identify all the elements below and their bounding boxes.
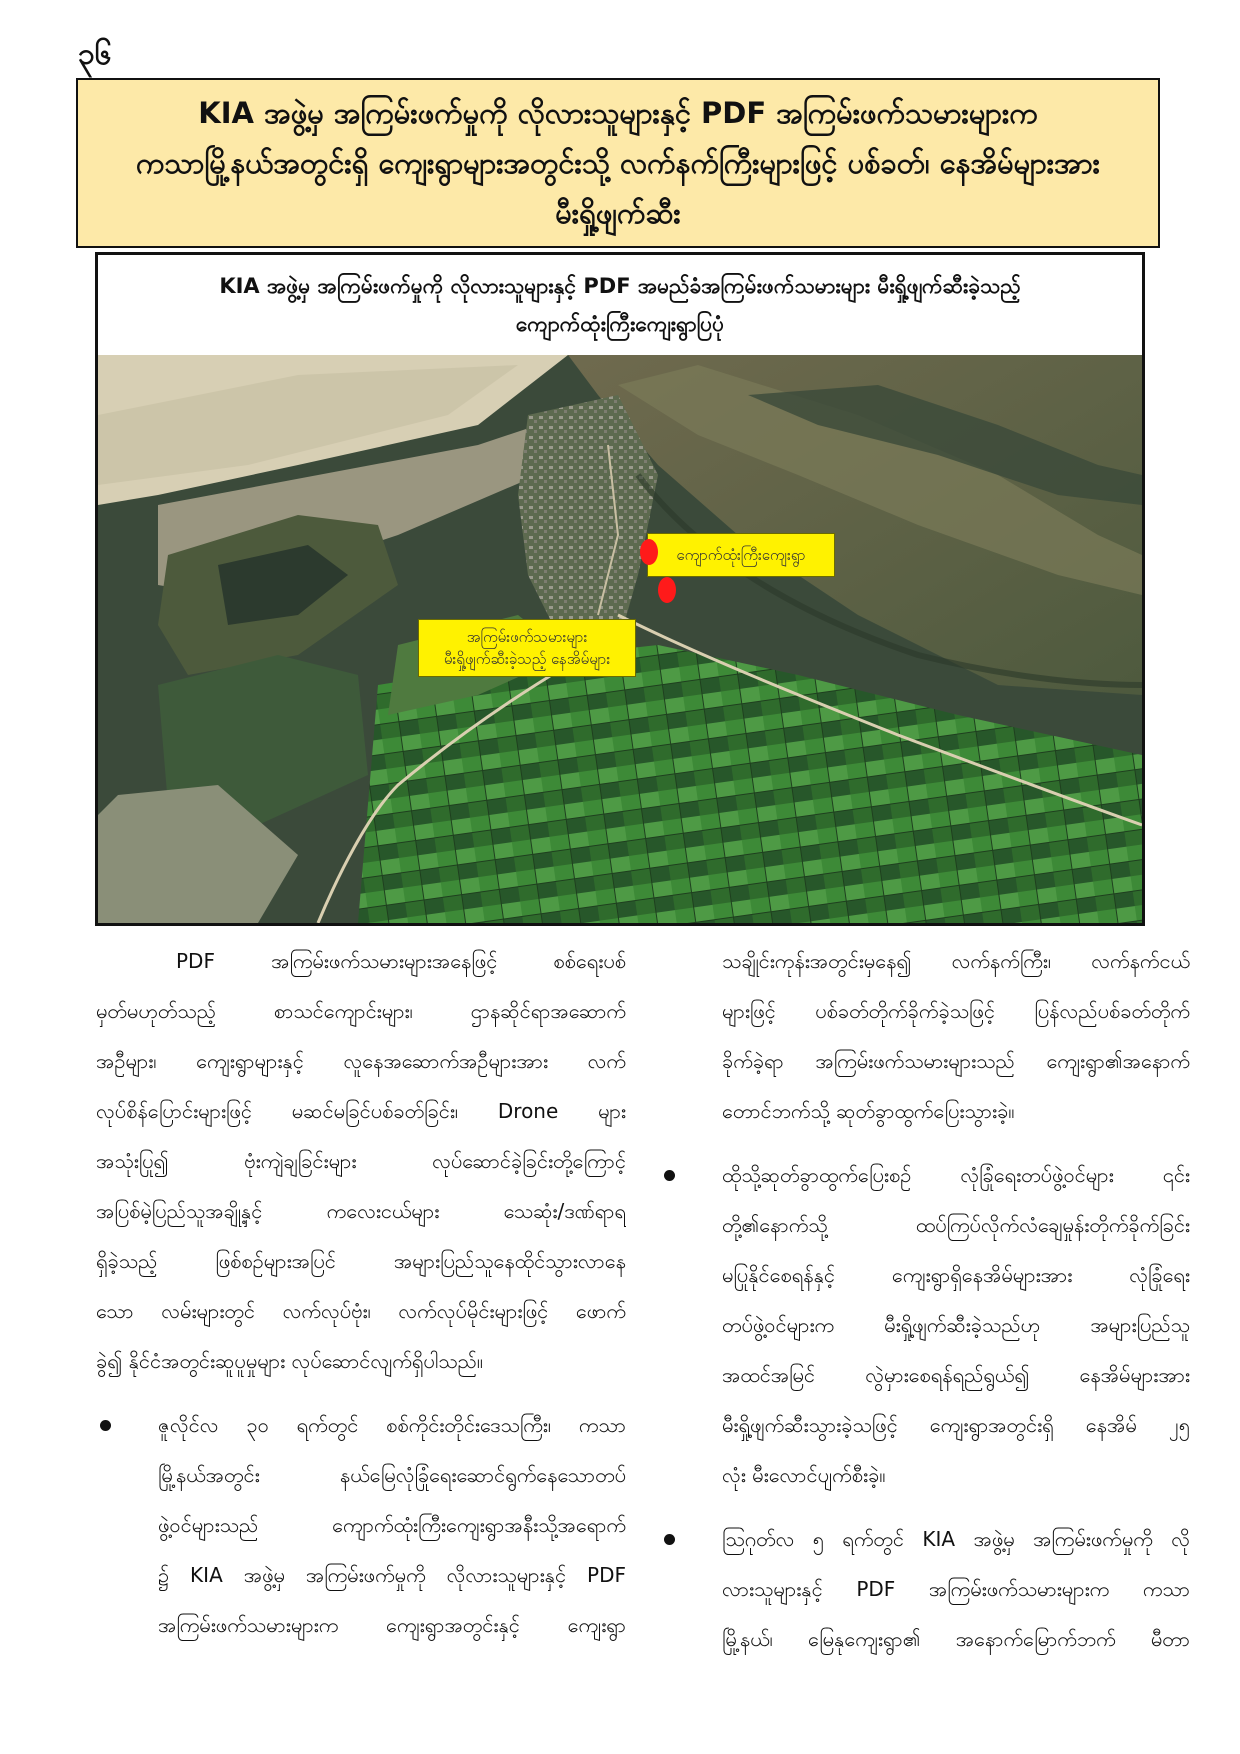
- map-caption-line: KIA အဖွဲ့မှ အကြမ်းဖက်မှုကို လိုလားသူများနှင့် PDF အမည်ခံအကြမ်းဖက်သမားများ မီးရှို့ဖျက်ဆီးခဲ့သည့်: [219, 274, 1021, 298]
- page-number: ၃၆: [78, 37, 112, 72]
- text-line: တို့၏နောက်သို့ ထပ်ကြပ်လိုက်လံချေမှုန်းတိုက်ခိုက်ခြင်း: [722, 1213, 1190, 1237]
- burned-house-marker: [658, 577, 676, 603]
- village-label: [647, 533, 835, 577]
- burned-houses-label: [418, 619, 636, 677]
- text-line: မီးရှို့ဖျက်ဆီးသွားခဲ့သဖြင့် ကျေးရွာအတွင်းရှိ နေအိမ် ၂၅: [722, 1413, 1190, 1437]
- bullet-dot-icon: [664, 1170, 675, 1181]
- text-line: အထင်အမြင် လွဲမှားစေရန်ရည်ရွယ်၍ နေအိမ်များအား: [722, 1363, 1190, 1387]
- text-line: တောင်ဘက်သို့ ဆုတ်ခွာထွက်ပြေးသွားခဲ့။: [722, 1099, 1015, 1123]
- text-line: တပ်ဖွဲ့ဝင်များက မီးရှို့ဖျက်ဆီးခဲ့သည်ဟု အများပြည်သူ: [722, 1313, 1190, 1337]
- text-line: ထိုသို့ဆုတ်ခွာထွက်ပြေးစဉ် လုံခြုံရေးတပ်ဖွဲ့ဝင်များ ၎င်း: [722, 1163, 1190, 1187]
- text-line: ခိုက်ခဲ့ရာ အကြမ်းဖက်သမားများသည် ကျေးရွာ၏အနောက်: [722, 1049, 1190, 1073]
- text-line: အကြမ်းဖက်သမားများက ကျေးရွာအတွင်းနှင့် ကျေးရွာ: [158, 1613, 626, 1637]
- intro-paragraph: [96, 936, 626, 1386]
- map-caption: [98, 255, 1142, 355]
- burned-house-marker: [640, 539, 658, 565]
- bullet-continuation: [660, 936, 1190, 1136]
- text-line: သချိုင်းကုန်းအတွင်းမှနေ၍ လက်နက်ကြီး၊ လက်နက်ငယ်: [722, 949, 1190, 973]
- bullet-item: [660, 1150, 1190, 1500]
- map-caption-line: ကျောက်ထုံးကြီးကျေးရွာပြပုံ: [515, 312, 725, 336]
- text-line: များဖြင့် ပစ်ခတ်တိုက်ခိုက်ခဲ့သဖြင့် ပြန်လည်ပစ်ခတ်တိုက်: [722, 999, 1190, 1023]
- right-column: [660, 936, 1190, 1664]
- bullet-dot-icon: [100, 1420, 111, 1431]
- title-box: [76, 78, 1160, 248]
- bullet-item: [96, 1400, 626, 1650]
- text-line: မပြုနိုင်စေရန်နှင့် ကျေးရွာရှိနေအိမ်များအား လုံခြုံရေး: [722, 1263, 1190, 1287]
- left-column: [96, 936, 626, 1650]
- text-line: အပြစ်မဲ့ပြည်သူအချို့နှင့် ကလေးငယ်များ သေဆုံး/ဒဏ်ရာရ: [96, 1199, 626, 1223]
- text-line: မြို့နယ်အတွင်း နယ်မြေလုံခြုံရေးဆောင်ရွက်နေသောတပ်: [158, 1463, 626, 1487]
- text-line: PDF အကြမ်းဖက်သမားများအနေဖြင့် စစ်ရေးပစ်: [176, 949, 626, 973]
- text-line: လုပ်စိန်ပြောင်းများဖြင့် မဆင်မခြင်ပစ်ခတ်ခြင်း၊ Drone များ: [96, 1099, 626, 1123]
- title-line: KIA အဖွဲ့မှ အကြမ်းဖက်မှုကို လိုလားသူများနှင့် PDF အကြမ်းဖက်သမားများက: [198, 96, 1038, 130]
- text-line: အဦများ၊ ကျေးရွာများနှင့် လူနေအဆောက်အဦများအား လက်: [96, 1049, 626, 1073]
- text-line: ဩဂုတ်လ ၅ ရက်တွင် KIA အဖွဲ့မှ အကြမ်းဖက်မှုကို လို: [722, 1527, 1190, 1551]
- text-line: ခွဲ၍ နိုင်ငံအတွင်းဆူပူမှုများ လုပ်ဆောင်လျက်ရှိပါသည်။: [96, 1349, 483, 1373]
- title-line: မီးရှို့ဖျက်ဆီး: [555, 196, 681, 230]
- text-line: လုံး မီးလောင်ပျက်စီးခဲ့။: [722, 1463, 886, 1487]
- text-line: ဖွဲ့ဝင်များသည် ကျောက်ထုံးကြီးကျေးရွာအနီးသို့အရောက်: [158, 1513, 626, 1537]
- text-line: သော လမ်းများတွင် လက်လုပ်ဗုံး၊ လက်လုပ်မိုင်းများဖြင့် ဖောက်: [96, 1299, 626, 1323]
- text-line: ရှိခဲ့သည့် ဖြစ်စဉ်များအပြင် အများပြည်သူနေထိုင်သွားလာနေ: [96, 1249, 626, 1273]
- text-line: အသုံးပြု၍ ဗုံးကျဲချခြင်းများ လုပ်ဆောင်ခဲ့ခြင်းတို့ကြောင့်: [96, 1149, 626, 1173]
- burned-houses-label-line: အကြမ်းဖက်သမားများ: [466, 628, 588, 646]
- map-figure: [95, 252, 1145, 926]
- bullet-item: [660, 1514, 1190, 1664]
- text-line: ၌ KIA အဖွဲ့မှ အကြမ်းဖက်မှုကို လိုလားသူများနှင့် PDF: [158, 1563, 626, 1587]
- text-line: လားသူများနှင့် PDF အကြမ်းဖက်သမားများက ကသာ: [722, 1577, 1190, 1601]
- text-line: မြို့နယ်၊ မြေနုကျေးရွာ၏ အနောက်မြောက်ဘက် မီတာ: [722, 1627, 1190, 1651]
- title-line: ကသာမြို့နယ်အတွင်းရှိ ကျေးရွာများအတွင်းသို့ လက်နက်ကြီးများဖြင့် ပစ်ခတ်၊ နေအိမ်များအား: [136, 146, 1100, 180]
- text-line: မှတ်မဟုတ်သည့် စာသင်ကျောင်းများ၊ ဌာနဆိုင်ရာအဆောက်: [96, 999, 626, 1023]
- village-label-text: ကျောက်ထုံးကြီးကျေးရွာ: [676, 546, 806, 564]
- burned-houses-label-line: မီးရှို့ဖျက်ဆီးခဲ့သည့် နေအိမ်များ: [443, 650, 611, 668]
- text-line: ဇူလိုင်လ ၃၀ ရက်တွင် စစ်ကိုင်းတိုင်းဒေသကြီး၊ ကသာ: [158, 1413, 626, 1437]
- bullet-dot-icon: [664, 1534, 675, 1545]
